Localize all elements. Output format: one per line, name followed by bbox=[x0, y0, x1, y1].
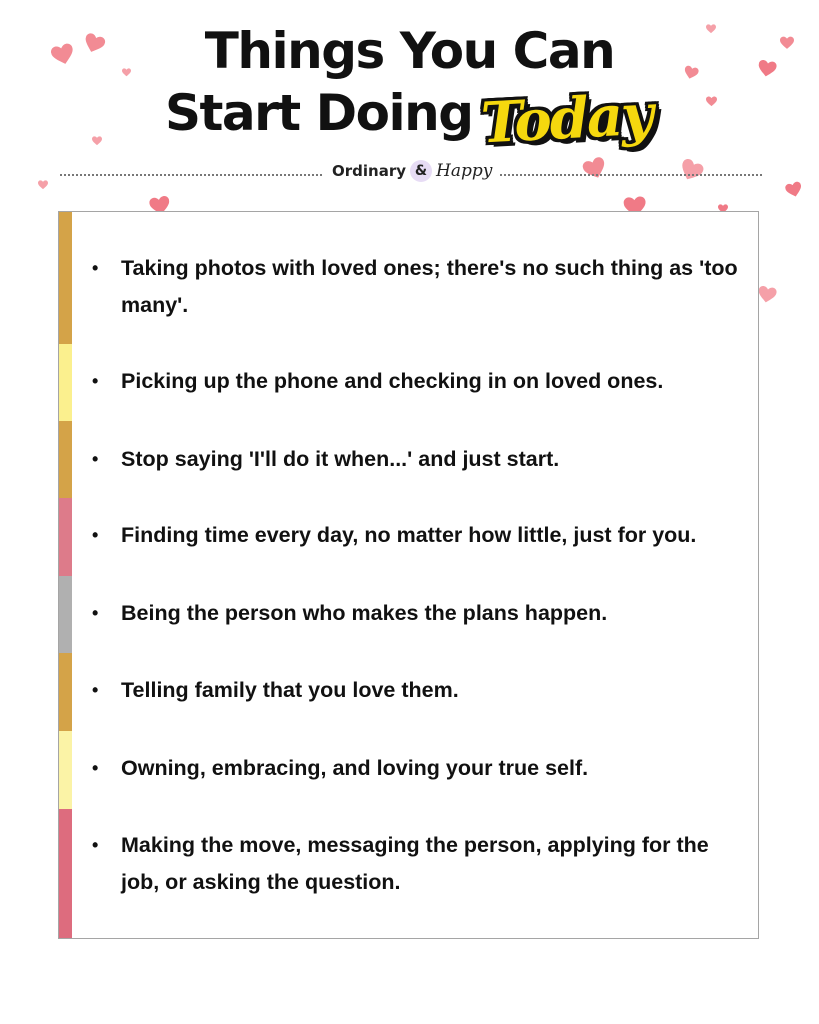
brand-name-right: Happy bbox=[436, 161, 493, 181]
bullet: • bbox=[92, 680, 99, 700]
brand-ampersand: & bbox=[410, 160, 432, 182]
stripe-segment bbox=[59, 576, 72, 653]
list-item bbox=[92, 441, 742, 478]
page-title-line-1: Things You Can bbox=[204, 22, 615, 80]
stripe-segment bbox=[59, 731, 72, 809]
bullet: • bbox=[92, 525, 99, 545]
list-item bbox=[92, 517, 742, 554]
stripe-segment bbox=[59, 498, 72, 576]
list-item bbox=[92, 363, 742, 400]
list-item-text: Taking photos with loved ones; there's no such thing as 'too many'. bbox=[121, 256, 738, 317]
bullet: • bbox=[92, 835, 99, 855]
dotted-divider-left bbox=[60, 168, 322, 176]
bullet: • bbox=[92, 758, 99, 778]
list-item-text: Owning, embracing, and loving your true self. bbox=[121, 756, 589, 780]
bullet: • bbox=[92, 258, 99, 278]
list-item-text: Making the move, messaging the person, applying for the job, or asking the question. bbox=[121, 833, 709, 894]
stripe-segment bbox=[59, 344, 72, 421]
list-item bbox=[92, 750, 742, 787]
bullet: • bbox=[92, 371, 99, 391]
color-stripe bbox=[59, 212, 72, 938]
list-item-text: Stop saying 'I'll do it when...' and just start. bbox=[121, 447, 560, 471]
stripe-segment bbox=[59, 212, 72, 344]
list-card bbox=[58, 211, 759, 939]
heart-icon bbox=[784, 180, 804, 200]
list-item-text: Telling family that you love them. bbox=[121, 678, 459, 702]
dotted-divider-right bbox=[500, 168, 762, 176]
heart-icon bbox=[92, 136, 102, 146]
stripe-segment bbox=[59, 653, 72, 731]
bullet: • bbox=[92, 603, 99, 623]
stripe-segment bbox=[59, 809, 72, 938]
list-item-text: Picking up the phone and checking in on loved ones. bbox=[121, 369, 664, 393]
heart-icon bbox=[757, 285, 778, 306]
list-item bbox=[92, 672, 742, 709]
list-item-text: Finding time every day, no matter how little, just for you. bbox=[121, 523, 697, 547]
bullet: • bbox=[92, 449, 99, 469]
brand-name-left: Ordinary bbox=[332, 162, 407, 180]
heart-icon bbox=[38, 180, 48, 190]
page-title-highlight: Today bbox=[479, 81, 654, 157]
heart-icon bbox=[706, 96, 717, 107]
list-item bbox=[92, 595, 742, 632]
list-item bbox=[92, 827, 742, 901]
page-title-start-doing: Start Doing bbox=[165, 84, 473, 142]
stripe-segment bbox=[59, 421, 72, 498]
list-item bbox=[92, 250, 742, 324]
list-item-text: Being the person who makes the plans happen. bbox=[121, 601, 608, 625]
brand-logo bbox=[332, 158, 492, 184]
